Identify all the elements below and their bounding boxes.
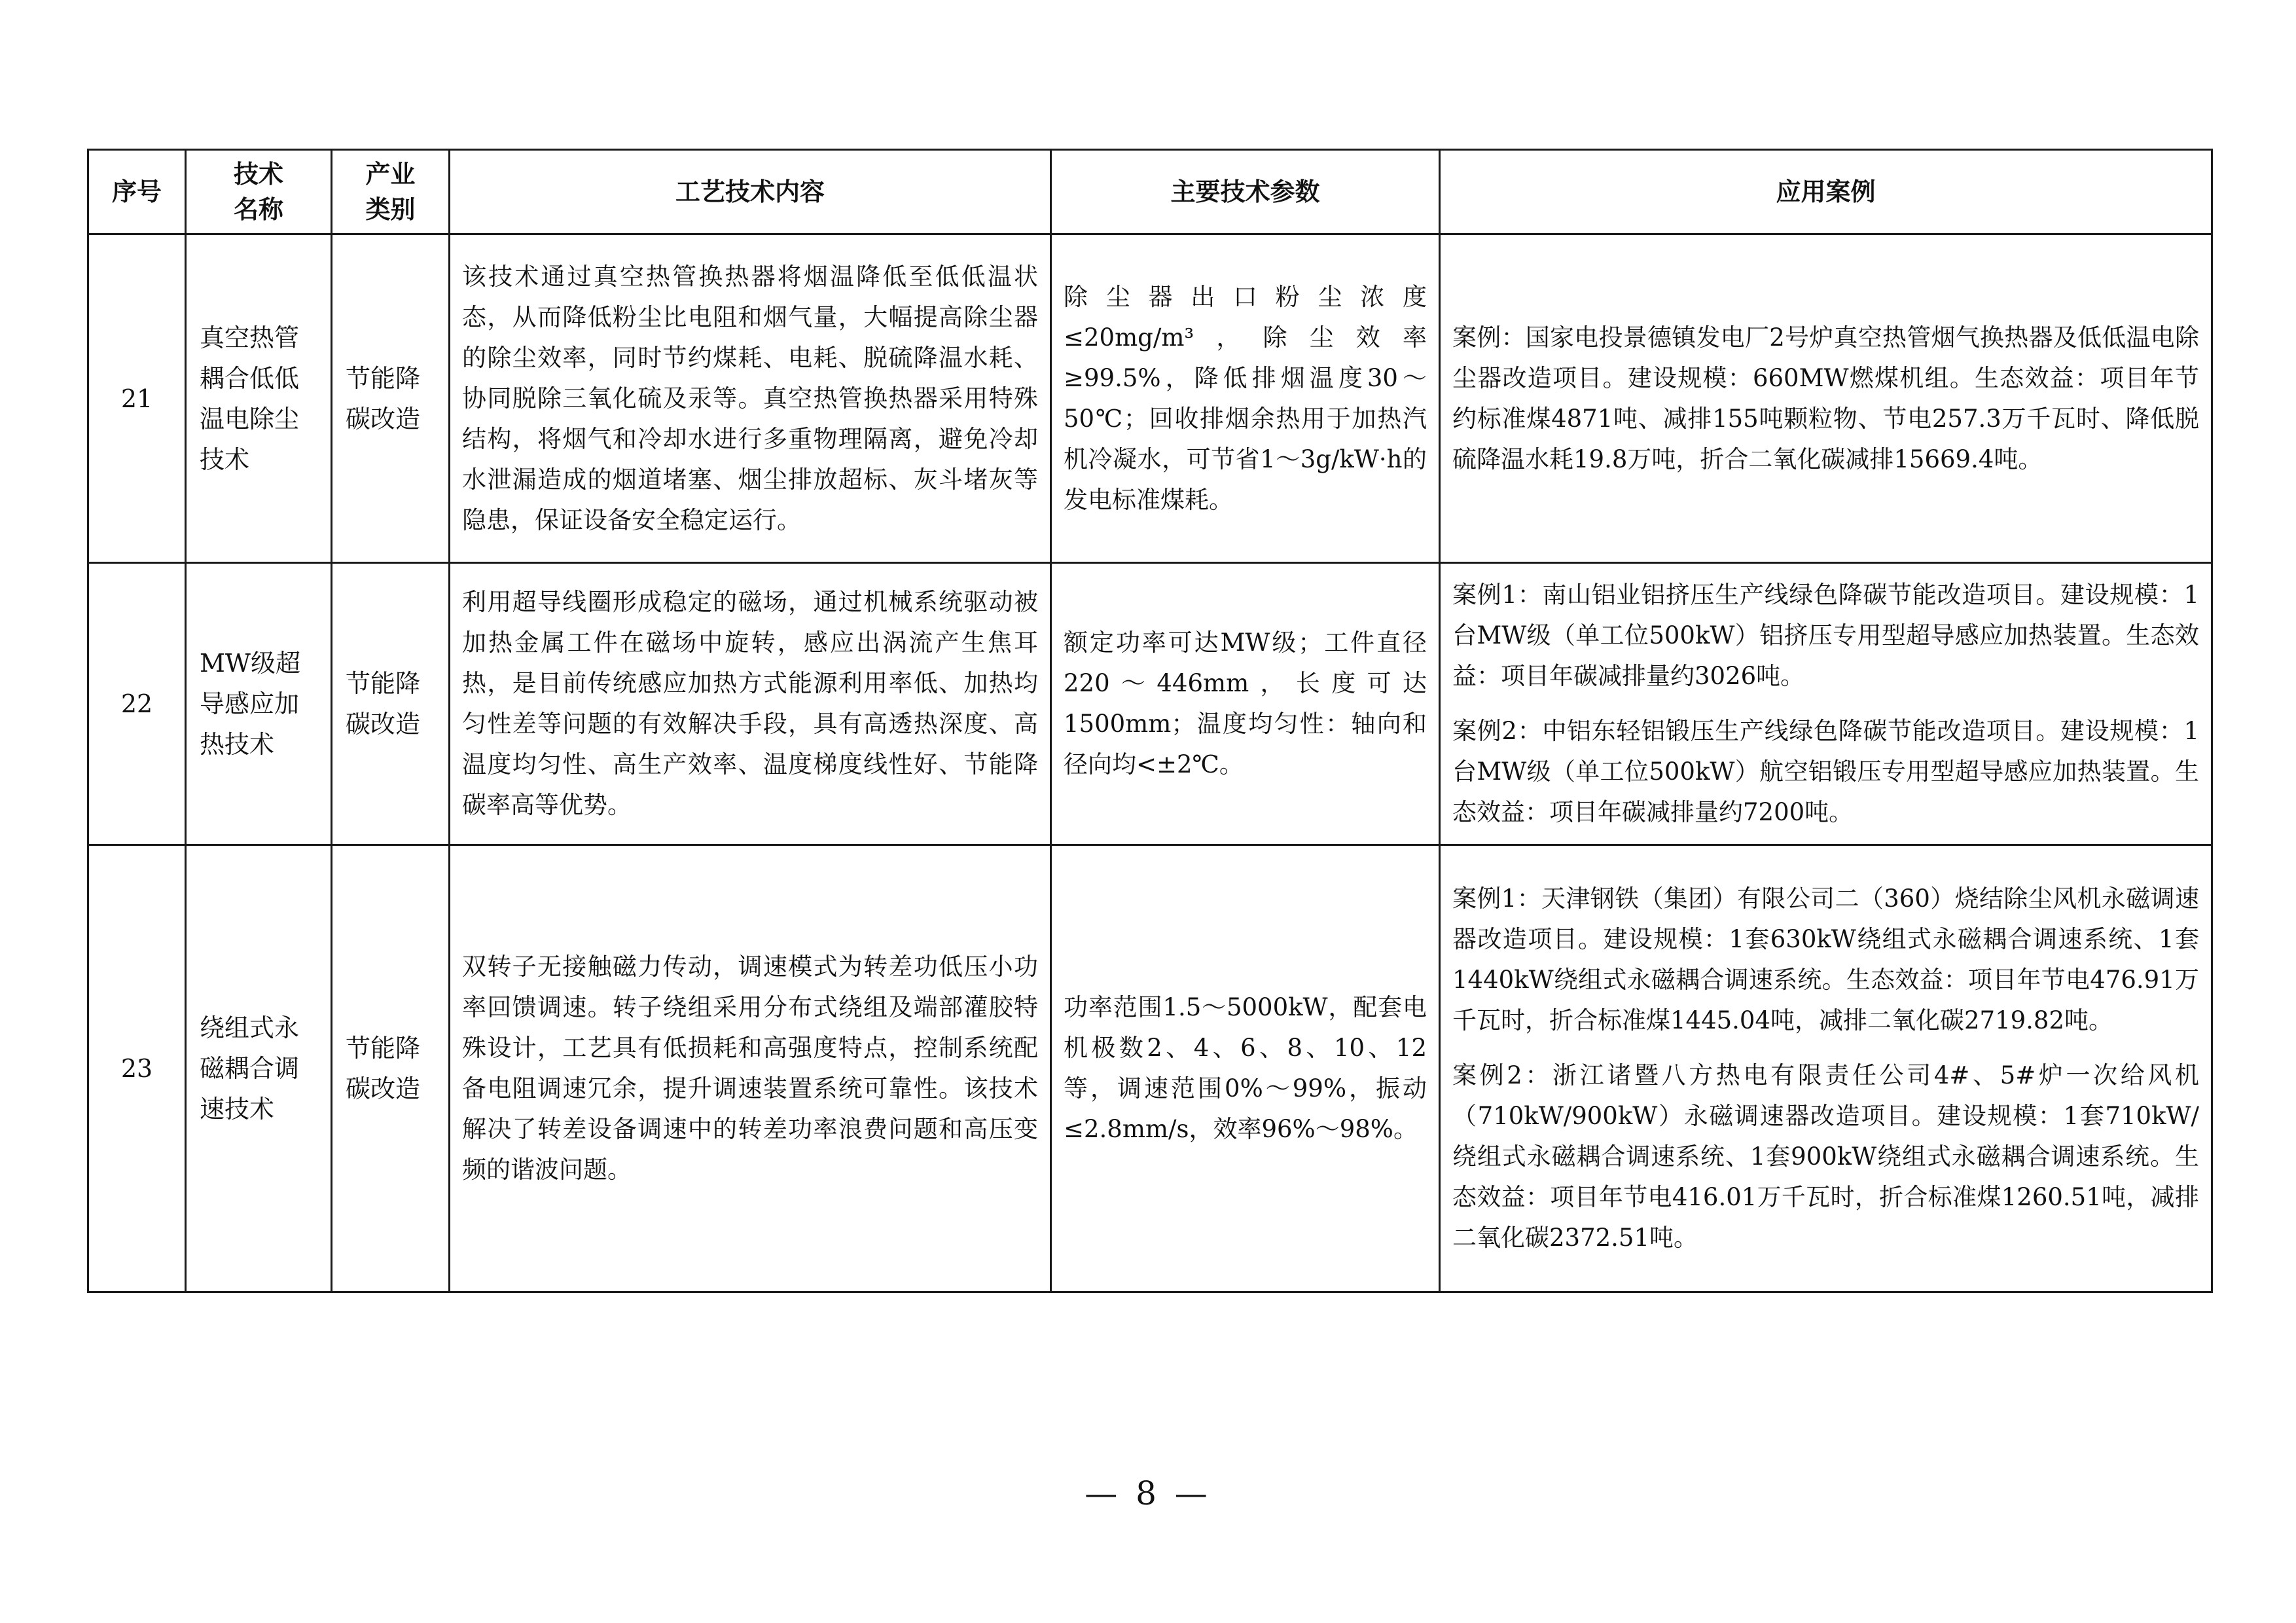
- application-case: 案例1：南山铝业铝挤压生产线绿色降碳节能改造项目。建设规模：1台MW级（单工位500kW）铝挤压专用型超导感应加热装置。生态效益：项目年碳减排量约3026吨。: [1452, 581, 2199, 690]
- technical-parameters: 功率范围1.5～5000kW，配套电机极数2、4、6、8、10、12等，调速范围0%～99%，振动≤2.8mm/s，效率96%～98%。: [1051, 845, 1440, 1292]
- application-case: 案例2：中铝东轻铝锻压生产线绿色降碳节能改造项目。建设规模：1台MW级（单工位500kW）航空铝锻压专用型超导感应加热装置。生态效益：项目年碳减排量约7200吨。: [1452, 717, 2199, 826]
- row-index: 22: [88, 563, 186, 845]
- application-case: 案例2：浙江诸暨八方热电有限责任公司4#、5#炉一次给风机（710kW/900kW）永磁调速器改造项目。建设规模：1套710kW/绕组式永磁耦合调速系统、1套900kW绕组式永磁耦合调速系统。生态效益：项目年节电416.01万千瓦时，折合标准煤1260.51吨，减排二氧化碳2372.51吨。: [1452, 1061, 2199, 1252]
- page-number: — 8 —: [1085, 1474, 1211, 1512]
- process-description: 利用超导线圈形成稳定的磁场，通过机械系统驱动被加热金属工件在磁场中旋转，感应出涡流产生焦耳热，是目前传统感应加热方式能源利用率低、加热均匀性差等问题的有效解决手段，具有高透热深度、高温度均匀性、高生产效率、温度梯度线性好、节能降碳率高等优势。: [450, 563, 1051, 845]
- technical-parameters: 除尘器出口粉尘浓度≤20mg/m³，除尘效率≥99.5%，降低排烟温度30～50℃；回收排烟余热用于加热汽机冷凝水，可节省1～3g/kW·h的发电标准煤耗。: [1051, 234, 1440, 563]
- technology-name: 绕组式永磁耦合调速技术: [186, 845, 332, 1292]
- technology-name: MW级超导感应加热技术: [186, 563, 332, 845]
- technology-table: [87, 149, 2213, 1293]
- application-cases: [1440, 845, 2212, 1292]
- industry-category: 节能降碳改造: [332, 845, 450, 1292]
- application-cases: [1440, 563, 2212, 845]
- table-row: [88, 234, 2212, 563]
- industry-category: 节能降碳改造: [332, 234, 450, 563]
- technical-parameters: 额定功率可达MW级；工件直径220～446mm，长度可达1500mm；温度均匀性：轴向和径向均<±2℃。: [1051, 563, 1440, 845]
- industry-category: 节能降碳改造: [332, 563, 450, 845]
- application-cases: [1440, 234, 2212, 563]
- header-name: 技术 名称: [186, 150, 332, 234]
- table-row: [88, 563, 2212, 845]
- header-params: 主要技术参数: [1051, 150, 1440, 234]
- header-cases: 应用案例: [1440, 150, 2212, 234]
- technology-name: 真空热管耦合低低温电除尘技术: [186, 234, 332, 563]
- application-case: 案例1：天津钢铁（集团）有限公司二（360）烧结除尘风机永磁调速器改造项目。建设规模：1套630kW绕组式永磁耦合调速系统、1套1440kW绕组式永磁耦合调速系统。生态效益：项目年节电476.91万千瓦时，折合标准煤1445.04吨，减排二氧化碳2719.82吨。: [1452, 884, 2199, 1034]
- application-case: 案例：国家电投景德镇发电厂2号炉真空热管烟气换热器及低低温电除尘器改造项目。建设规模：660MW燃煤机组。生态效益：项目年节约标准煤4871吨、减排155吨颗粒物、节电257.3万千瓦时、降低脱硫降温水耗19.8万吨，折合二氧化碳减排15669.4吨。: [1452, 323, 2199, 473]
- header-category: 产业 类别: [332, 150, 450, 234]
- header-index: 序号: [88, 150, 186, 234]
- table-header-row: [88, 150, 2212, 234]
- row-index: 23: [88, 845, 186, 1292]
- process-description: 该技术通过真空热管换热器将烟温降低至低低温状态，从而降低粉尘比电阻和烟气量，大幅提高除尘器的除尘效率，同时节约煤耗、电耗、脱硫降温水耗、协同脱除三氧化硫及汞等。真空热管换热器采用特殊结构，将烟气和冷却水进行多重物理隔离，避免冷却水泄漏造成的烟道堵塞、烟尘排放超标、灰斗堵灰等隐患，保证设备安全稳定运行。: [450, 234, 1051, 563]
- process-description: 双转子无接触磁力传动，调速模式为转差功低压小功率回馈调速。转子绕组采用分布式绕组及端部灌胶特殊设计，工艺具有低损耗和高强度特点，控制系统配备电阻调速冗余，提升调速装置系统可靠性。该技术解决了转差设备调速中的转差功率浪费问题和高压变频的谐波问题。: [450, 845, 1051, 1292]
- row-index: 21: [88, 234, 186, 563]
- table-row: [88, 845, 2212, 1292]
- header-process: 工艺技术内容: [450, 150, 1051, 234]
